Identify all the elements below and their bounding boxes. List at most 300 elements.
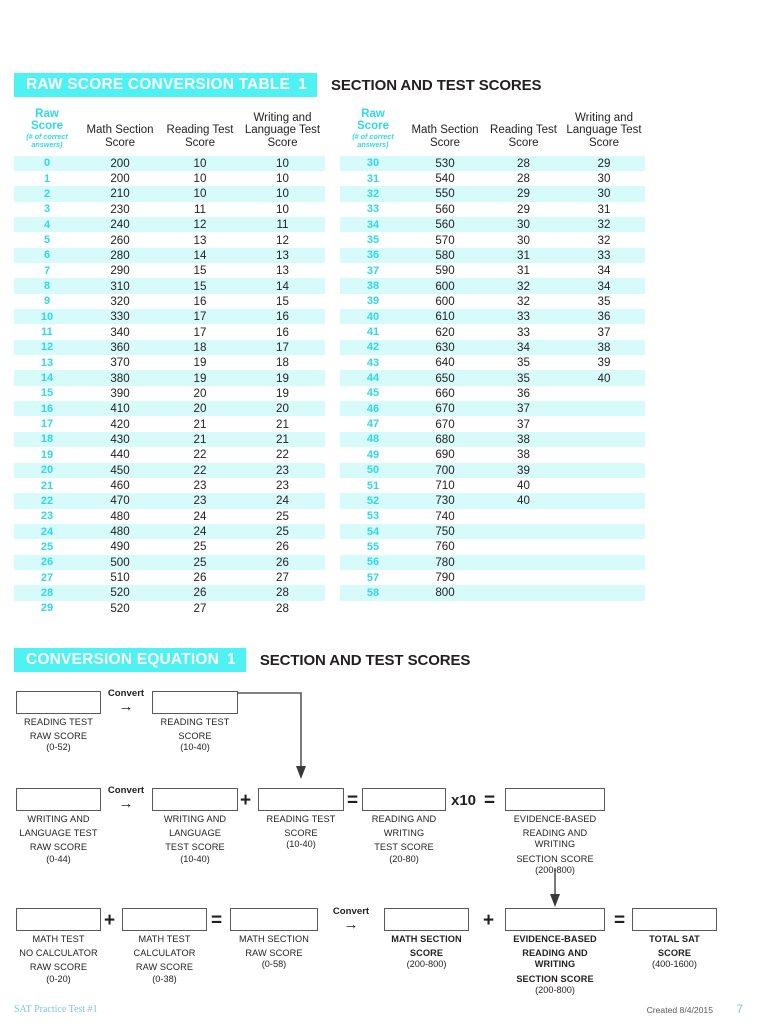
cell-reading-test-score: 36 bbox=[517, 386, 530, 400]
input-reading-test-raw-score[interactable] bbox=[16, 691, 101, 714]
cell-math-section-score: 540 bbox=[435, 172, 455, 186]
label-line-1: READING TEST bbox=[266, 814, 336, 824]
cell-writing-language-test-score bbox=[563, 463, 645, 478]
raw-score-banner-number: 1 bbox=[298, 76, 307, 93]
cell-reading-test-score: 10 bbox=[160, 186, 240, 201]
cell-raw-score: 50 bbox=[340, 463, 406, 478]
cell-math-section-score: 520 bbox=[110, 601, 130, 615]
cell-reading-test-score: 32 bbox=[484, 278, 563, 293]
table-row bbox=[14, 186, 325, 201]
cell-raw-score: 48 bbox=[340, 432, 406, 447]
label-line-2: LANGUAGE TEST bbox=[19, 828, 98, 839]
label-line-1: WRITING AND bbox=[163, 814, 227, 824]
table-row bbox=[340, 278, 645, 293]
table-row bbox=[340, 555, 645, 570]
cell-writing-language-test-score: 13 bbox=[240, 248, 325, 263]
cell-reading-test-score: 17 bbox=[160, 309, 240, 324]
cell-reading-test-score: 16 bbox=[193, 294, 207, 308]
cell-raw-score: 2 bbox=[14, 186, 80, 201]
cell-writing-language-test-score: 10 bbox=[240, 156, 325, 171]
raw-head-line1: Raw bbox=[361, 108, 385, 120]
cell-math-section-score: 500 bbox=[80, 555, 160, 570]
plus-operator-row2: + bbox=[240, 790, 252, 811]
cell-reading-test-score: 15 bbox=[193, 264, 207, 278]
cell-raw-score: 27 bbox=[40, 571, 54, 584]
cell-reading-test-score: 20 bbox=[160, 401, 240, 416]
cell-math-section-score: 550 bbox=[406, 186, 484, 201]
cell-raw-score: 10 bbox=[14, 309, 80, 324]
input-math-section-score[interactable] bbox=[384, 908, 469, 931]
cell-writing-language-test-score bbox=[563, 509, 645, 524]
cell-math-section-score: 210 bbox=[80, 186, 160, 201]
input-math-no-calculator-raw-score[interactable] bbox=[16, 908, 101, 931]
cell-reading-test-score: 35 bbox=[517, 356, 530, 370]
cell-writing-language-test-score: 40 bbox=[563, 370, 645, 385]
cell-writing-language-test-score: 23 bbox=[276, 479, 289, 493]
cell-writing-language-test-score: 24 bbox=[240, 493, 325, 508]
cell-math-section-score: 630 bbox=[406, 340, 484, 355]
node-writing-language-test-score bbox=[152, 788, 238, 865]
cell-math-section-score: 780 bbox=[406, 555, 484, 570]
arrow-right-icon: → bbox=[118, 795, 134, 812]
cell-math-section-score: 600 bbox=[435, 294, 455, 308]
convert-arrow-reading bbox=[101, 688, 151, 714]
cell-math-section-score: 590 bbox=[435, 264, 455, 278]
cell-writing-language-test-score bbox=[563, 539, 645, 554]
cell-math-section-score: 310 bbox=[80, 278, 160, 293]
cell-raw-score: 13 bbox=[40, 356, 54, 369]
cell-raw-score: 38 bbox=[340, 278, 406, 293]
cell-raw-score: 33 bbox=[366, 203, 380, 216]
cell-reading-test-score: 40 bbox=[484, 493, 563, 508]
cell-math-section-score: 200 bbox=[110, 172, 130, 186]
node-math-section-score bbox=[384, 908, 469, 971]
label-line-2: READING AND WRITING bbox=[522, 948, 588, 970]
cell-math-section-score: 730 bbox=[406, 493, 484, 508]
cell-raw-score: 53 bbox=[366, 510, 380, 523]
label-range: (10-40) bbox=[180, 853, 210, 864]
cell-reading-test-score bbox=[484, 524, 563, 539]
col-header-raw-score bbox=[14, 106, 80, 156]
cell-reading-test-score: 14 bbox=[160, 248, 240, 263]
cell-raw-score: 44 bbox=[340, 370, 406, 385]
cell-math-section-score: 680 bbox=[406, 432, 484, 447]
label-range: (0-44) bbox=[46, 853, 71, 864]
table-row bbox=[340, 156, 645, 171]
cell-reading-test-score: 10 bbox=[193, 172, 207, 186]
cell-writing-language-test-score: 10 bbox=[276, 172, 289, 186]
label-line-1: READING TEST bbox=[24, 717, 93, 727]
cell-math-section-score: 640 bbox=[435, 356, 455, 370]
input-reading-test-score-2[interactable] bbox=[258, 788, 344, 811]
cell-reading-test-score: 12 bbox=[160, 217, 240, 232]
cell-writing-language-test-score: 27 bbox=[276, 571, 289, 585]
cell-math-section-score: 700 bbox=[406, 463, 484, 478]
cell-writing-language-test-score: 12 bbox=[276, 233, 289, 247]
cell-writing-language-test-score: 17 bbox=[240, 340, 325, 355]
label-range: (0-20) bbox=[46, 973, 71, 984]
conversion-equation-banner bbox=[14, 648, 246, 672]
cell-raw-score: 36 bbox=[340, 248, 406, 263]
cell-math-section-score: 360 bbox=[80, 340, 160, 355]
cell-writing-language-test-score: 15 bbox=[276, 294, 289, 308]
cell-math-section-score: 470 bbox=[80, 493, 160, 508]
label-range: (400-1600) bbox=[652, 959, 697, 970]
table-row bbox=[14, 447, 325, 462]
cell-writing-language-test-score: 33 bbox=[563, 248, 645, 263]
cell-reading-test-score: 39 bbox=[484, 463, 563, 478]
cell-raw-score: 29 bbox=[40, 602, 54, 615]
cell-math-section-score: 660 bbox=[435, 386, 455, 400]
table-row bbox=[14, 386, 325, 401]
node-ebrw-section-score-2 bbox=[505, 908, 605, 996]
cell-writing-language-test-score bbox=[563, 447, 645, 462]
table-row bbox=[14, 463, 325, 478]
label-line-2: SCORE bbox=[284, 828, 318, 839]
convert-arrow-writing bbox=[101, 785, 151, 811]
node-reading-writing-test-score bbox=[362, 788, 446, 865]
table-row bbox=[14, 555, 325, 570]
cell-math-section-score: 290 bbox=[110, 264, 130, 278]
cell-raw-score: 8 bbox=[14, 278, 80, 293]
raw-head-small1: (# of correct bbox=[26, 131, 68, 141]
label-line-2: LANGUAGE bbox=[169, 828, 221, 839]
label-line-3: SECTION SCORE bbox=[516, 973, 594, 984]
cell-writing-language-test-score bbox=[563, 432, 645, 447]
label-line-1: MATH TEST bbox=[138, 934, 191, 944]
equals-operator-row3-b: = bbox=[614, 910, 626, 931]
cell-writing-language-test-score: 10 bbox=[276, 202, 289, 216]
table-row bbox=[340, 324, 645, 339]
label-line-2: NO CALCULATOR bbox=[19, 948, 98, 959]
cell-raw-score: 49 bbox=[366, 448, 380, 461]
convert-arrow-math bbox=[326, 906, 376, 932]
cell-raw-score: 41 bbox=[366, 326, 380, 339]
cell-writing-language-test-score: 31 bbox=[597, 202, 611, 216]
table-row bbox=[340, 401, 645, 416]
cell-raw-score: 19 bbox=[40, 448, 54, 461]
col-header-writing-language-test-score: Writing and Language Test Score bbox=[244, 111, 321, 150]
cell-writing-language-test-score: 16 bbox=[240, 309, 325, 324]
label-line-2: RAW SCORE bbox=[245, 948, 303, 959]
cell-raw-score: 24 bbox=[14, 524, 80, 539]
label-line-1: MATH SECTION bbox=[391, 934, 462, 944]
cell-raw-score: 15 bbox=[40, 387, 54, 400]
table-row bbox=[14, 263, 325, 278]
cell-math-section-score: 410 bbox=[80, 401, 160, 416]
cell-reading-test-score: 22 bbox=[193, 448, 207, 462]
cell-reading-test-score: 38 bbox=[517, 448, 530, 462]
input-total-sat-score[interactable] bbox=[632, 908, 717, 931]
table-row bbox=[340, 294, 645, 309]
cell-raw-score: 0 bbox=[14, 156, 80, 171]
label-line-2: SCORE bbox=[409, 948, 444, 959]
cell-reading-test-score: 19 bbox=[193, 356, 207, 370]
cell-reading-test-score: 38 bbox=[484, 432, 563, 447]
label-line-3: SECTION SCORE bbox=[516, 853, 594, 864]
cell-raw-score: 11 bbox=[41, 326, 53, 339]
cell-math-section-score: 430 bbox=[80, 432, 160, 447]
table-row bbox=[14, 585, 325, 600]
table-row bbox=[340, 217, 645, 232]
cell-writing-language-test-score bbox=[563, 524, 645, 539]
input-math-section-raw-score[interactable] bbox=[230, 908, 318, 931]
cell-math-section-score: 390 bbox=[110, 386, 130, 400]
cell-reading-test-score bbox=[484, 585, 563, 600]
cell-reading-test-score: 33 bbox=[517, 325, 530, 339]
node-writing-language-raw-score bbox=[16, 788, 101, 865]
cell-math-section-score: 650 bbox=[406, 370, 484, 385]
raw-head-small2: answers) bbox=[31, 140, 63, 150]
input-reading-writing-test-score[interactable] bbox=[362, 788, 446, 811]
cell-math-section-score: 600 bbox=[406, 278, 484, 293]
table-row bbox=[340, 585, 645, 600]
table-row bbox=[14, 294, 325, 309]
label-line-2: SCORE bbox=[178, 731, 212, 742]
cell-reading-test-score: 30 bbox=[517, 233, 530, 247]
cell-math-section-score: 380 bbox=[80, 370, 160, 385]
cell-raw-score: 1 bbox=[43, 172, 51, 185]
cell-raw-score: 31 bbox=[366, 172, 380, 185]
table-row bbox=[340, 171, 645, 186]
cell-reading-test-score: 35 bbox=[484, 370, 563, 385]
cell-writing-language-test-score: 36 bbox=[563, 309, 645, 324]
raw-score-section-header bbox=[14, 73, 541, 97]
cell-raw-score: 5 bbox=[43, 234, 51, 247]
cell-reading-test-score: 28 bbox=[484, 156, 563, 171]
cell-reading-test-score: 40 bbox=[517, 479, 530, 493]
equals-operator-row2-b: = bbox=[484, 790, 496, 811]
label-line-3: TEST SCORE bbox=[374, 842, 434, 853]
cell-raw-score: 32 bbox=[340, 186, 406, 201]
cell-reading-test-score bbox=[484, 570, 563, 585]
cell-reading-test-score: 20 bbox=[193, 386, 207, 400]
table-row bbox=[340, 463, 645, 478]
convert-label: Convert bbox=[332, 906, 370, 917]
input-writing-language-raw-score[interactable] bbox=[16, 788, 101, 811]
cell-math-section-score: 460 bbox=[110, 479, 130, 493]
cell-reading-test-score: 22 bbox=[160, 463, 240, 478]
cell-writing-language-test-score: 19 bbox=[276, 386, 289, 400]
table-row bbox=[14, 232, 325, 247]
arrow-right-icon: → bbox=[118, 698, 134, 715]
cell-raw-score: 14 bbox=[14, 370, 80, 385]
input-math-calculator-raw-score[interactable] bbox=[122, 908, 207, 931]
cell-math-section-score: 280 bbox=[80, 248, 160, 263]
label-range: (10-40) bbox=[286, 839, 316, 850]
cell-reading-test-score: 31 bbox=[484, 248, 563, 263]
cell-math-section-score: 520 bbox=[80, 585, 160, 600]
raw-head-line2: Score bbox=[31, 120, 63, 133]
conversion-subtitle: SECTION AND TEST SCORES bbox=[259, 651, 471, 669]
cell-math-section-score: 260 bbox=[110, 233, 130, 247]
convert-label: Convert bbox=[107, 688, 145, 699]
cell-math-section-score: 560 bbox=[406, 217, 484, 232]
cell-raw-score: 57 bbox=[366, 571, 380, 584]
cell-reading-test-score: 24 bbox=[193, 509, 207, 523]
label-range: (200-800) bbox=[535, 864, 575, 875]
cell-writing-language-test-score: 19 bbox=[240, 370, 325, 385]
cell-raw-score: 47 bbox=[366, 418, 380, 431]
label-line-1: WRITING AND bbox=[27, 814, 90, 824]
cell-writing-language-test-score bbox=[563, 478, 645, 493]
cell-raw-score: 55 bbox=[366, 540, 380, 553]
cell-math-section-score: 330 bbox=[80, 309, 160, 324]
node-ebrw-section-score bbox=[505, 788, 605, 876]
cell-math-section-score: 570 bbox=[435, 233, 455, 247]
cell-raw-score: 4 bbox=[14, 217, 80, 232]
cell-reading-test-score: 13 bbox=[193, 233, 207, 247]
label-range: (10-40) bbox=[180, 742, 210, 753]
label-range: (0-58) bbox=[261, 959, 287, 970]
table-row bbox=[14, 340, 325, 355]
input-ebrw-section-score-2[interactable] bbox=[505, 908, 605, 931]
col-header-math-section-score: Math Section Score bbox=[86, 124, 154, 150]
cell-writing-language-test-score: 13 bbox=[276, 264, 289, 278]
table-row bbox=[340, 493, 645, 508]
convert-label: Convert bbox=[107, 785, 145, 796]
cell-math-section-score: 450 bbox=[80, 463, 160, 478]
table-row bbox=[340, 447, 645, 462]
cell-reading-test-score bbox=[484, 555, 563, 570]
table-row bbox=[340, 539, 645, 554]
col-header-math-section-score: Math Section Score bbox=[411, 124, 479, 150]
cell-reading-test-score: 23 bbox=[160, 493, 240, 508]
table-row bbox=[340, 432, 645, 447]
footer-page-number: 7 bbox=[736, 1002, 743, 1016]
table-row bbox=[14, 416, 325, 431]
cell-math-section-score: 480 bbox=[80, 524, 160, 539]
cell-reading-test-score: 11 bbox=[193, 202, 207, 216]
cell-raw-score: 22 bbox=[14, 493, 80, 508]
cell-reading-test-score: 19 bbox=[160, 370, 240, 385]
node-reading-test-raw-score bbox=[16, 691, 101, 754]
cell-writing-language-test-score: 34 bbox=[597, 264, 611, 278]
cell-raw-score: 45 bbox=[366, 387, 380, 400]
table-body-right bbox=[340, 156, 645, 601]
cell-reading-test-score: 31 bbox=[517, 264, 530, 278]
label-range: (200-800) bbox=[535, 984, 575, 995]
cell-reading-test-score: 26 bbox=[160, 585, 240, 600]
cell-reading-test-score: 10 bbox=[160, 156, 240, 171]
cell-raw-score: 37 bbox=[366, 264, 380, 277]
raw-score-banner bbox=[14, 73, 317, 97]
footer-test-name: SAT Practice Test #1 bbox=[14, 1004, 98, 1015]
cell-math-section-score: 530 bbox=[406, 156, 484, 171]
cell-reading-test-score: 23 bbox=[193, 479, 207, 493]
cell-reading-test-score: 32 bbox=[517, 294, 530, 308]
equals-operator-row2-a: = bbox=[347, 790, 359, 811]
cell-writing-language-test-score bbox=[563, 493, 645, 508]
cell-raw-score: 51 bbox=[366, 479, 380, 492]
node-math-section-raw-score bbox=[230, 908, 318, 971]
table-row bbox=[340, 186, 645, 201]
table-row bbox=[14, 370, 325, 385]
label-line-3: TEST SCORE bbox=[165, 842, 225, 853]
cell-writing-language-test-score: 34 bbox=[563, 278, 645, 293]
table-row bbox=[14, 278, 325, 293]
cell-writing-language-test-score: 21 bbox=[240, 432, 325, 447]
cell-math-section-score: 580 bbox=[406, 248, 484, 263]
raw-score-banner-label: RAW SCORE CONVERSION TABLE bbox=[26, 76, 291, 93]
cell-raw-score: 25 bbox=[40, 540, 54, 553]
cell-math-section-score: 710 bbox=[435, 479, 455, 493]
cell-writing-language-test-score: 23 bbox=[240, 463, 325, 478]
cell-reading-test-score: 30 bbox=[484, 217, 563, 232]
equals-operator-row3-a: = bbox=[211, 910, 223, 931]
cell-math-section-score: 740 bbox=[435, 509, 455, 523]
cell-reading-test-score: 29 bbox=[484, 186, 563, 201]
label-line-3: RAW SCORE bbox=[29, 842, 88, 853]
raw-score-table-left bbox=[14, 106, 325, 616]
input-reading-test-score[interactable] bbox=[152, 691, 238, 714]
label-line-1: TOTAL SAT bbox=[649, 934, 700, 944]
cell-writing-language-test-score: 22 bbox=[276, 448, 289, 462]
plus-operator-row3-a: + bbox=[104, 910, 116, 931]
cell-writing-language-test-score: 29 bbox=[563, 156, 645, 171]
cell-math-section-score: 610 bbox=[406, 309, 484, 324]
table-row bbox=[340, 524, 645, 539]
table-row bbox=[340, 263, 645, 278]
cell-raw-score: 17 bbox=[40, 418, 54, 431]
cell-reading-test-score: 18 bbox=[160, 340, 240, 355]
cell-writing-language-test-score: 11 bbox=[240, 217, 325, 232]
table-row bbox=[340, 509, 645, 524]
table-row bbox=[14, 493, 325, 508]
input-ebrw-section-score[interactable] bbox=[505, 788, 605, 811]
table-row bbox=[14, 202, 325, 217]
cell-math-section-score: 230 bbox=[110, 202, 130, 216]
node-total-sat-score bbox=[632, 908, 717, 971]
label-line-1: MATH TEST bbox=[32, 934, 85, 944]
cell-raw-score: 40 bbox=[340, 309, 406, 324]
cell-raw-score: 58 bbox=[340, 585, 406, 600]
cell-raw-score: 26 bbox=[14, 555, 80, 570]
table-row bbox=[340, 232, 645, 247]
label-line-1: READING TEST bbox=[160, 717, 230, 727]
arrow-right-icon: → bbox=[343, 916, 359, 933]
table-row bbox=[340, 340, 645, 355]
cell-writing-language-test-score: 14 bbox=[240, 278, 325, 293]
cell-math-section-score: 240 bbox=[80, 217, 160, 232]
cell-writing-language-test-score: 30 bbox=[563, 186, 645, 201]
cell-writing-language-test-score: 18 bbox=[276, 356, 289, 370]
cell-raw-score: 54 bbox=[340, 524, 406, 539]
cell-math-section-score: 620 bbox=[435, 325, 455, 339]
table-row bbox=[340, 370, 645, 385]
col-header-reading-test-score: Reading Test Score bbox=[166, 124, 234, 150]
label-range: (20-80) bbox=[389, 853, 419, 864]
table-row bbox=[340, 386, 645, 401]
cell-writing-language-test-score bbox=[563, 416, 645, 431]
cell-raw-score: 9 bbox=[43, 295, 51, 308]
cell-raw-score: 43 bbox=[366, 356, 380, 369]
cell-writing-language-test-score bbox=[563, 555, 645, 570]
cell-reading-test-score: 29 bbox=[517, 202, 530, 216]
cell-reading-test-score: 33 bbox=[484, 309, 563, 324]
cell-writing-language-test-score: 39 bbox=[597, 356, 611, 370]
table-row bbox=[14, 509, 325, 524]
table-row bbox=[340, 570, 645, 585]
input-writing-language-test-score[interactable] bbox=[152, 788, 238, 811]
cell-reading-test-score: 37 bbox=[484, 401, 563, 416]
cell-reading-test-score: 17 bbox=[193, 325, 207, 339]
table-row bbox=[14, 524, 325, 539]
cell-math-section-score: 480 bbox=[110, 509, 130, 523]
node-math-calculator-raw-score bbox=[122, 908, 207, 985]
col-header-reading-test-score: Reading Test Score bbox=[490, 124, 557, 150]
raw-head-line1: Raw bbox=[35, 108, 59, 120]
